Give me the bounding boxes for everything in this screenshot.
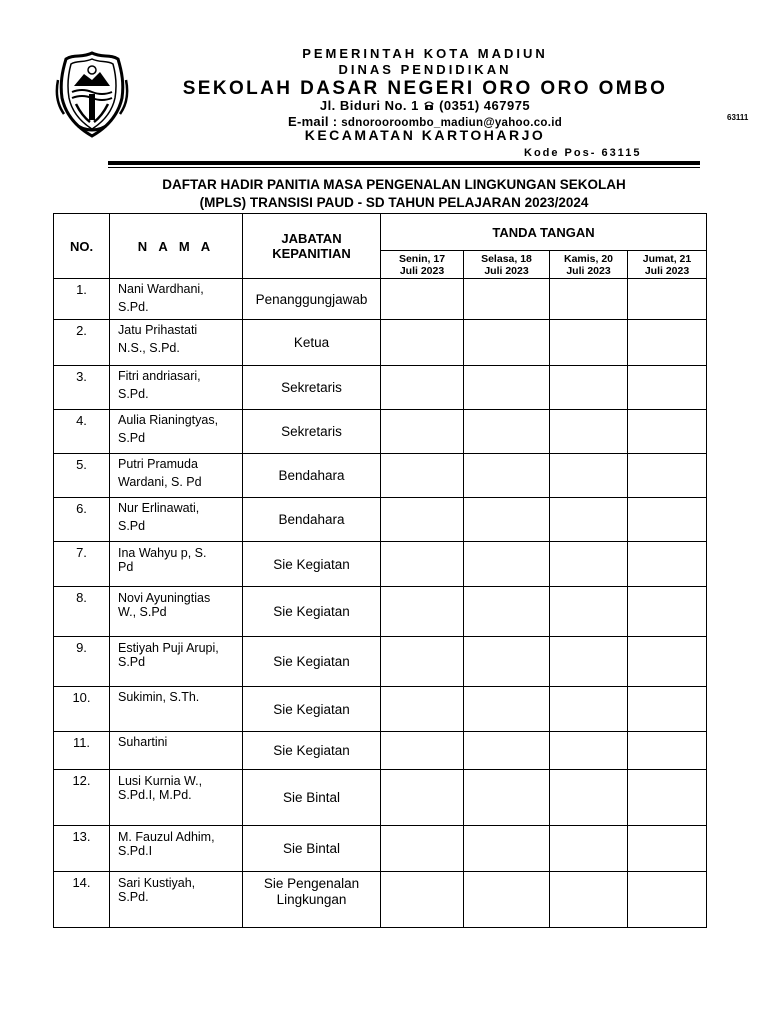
signature-cell <box>464 826 550 872</box>
row-number: 2. <box>54 320 110 366</box>
signature-cell <box>550 826 628 872</box>
address-text: Jl. Biduri No. 1 <box>319 98 423 113</box>
header-divider-thin <box>108 167 700 168</box>
header-jabatan-line1: JABATAN <box>281 231 342 246</box>
email-address: sdnorooroombo_madiun@yahoo.co.id <box>341 117 563 129</box>
member-name-line: S.Pd <box>118 431 146 445</box>
row-number: 4. <box>54 410 110 454</box>
member-name <box>110 320 243 366</box>
signature-cell <box>464 498 550 542</box>
phone-icon <box>423 100 435 111</box>
member-name-line: S.Pd <box>118 519 146 533</box>
header-tanda-tangan: TANDA TANGAN <box>381 214 707 251</box>
member-position-line: Sie Kegiatan <box>273 701 350 717</box>
signature-cell <box>381 637 464 687</box>
member-name <box>110 279 243 320</box>
member-name-line: S.Pd. <box>118 890 149 904</box>
row-number: 7. <box>54 542 110 587</box>
member-name-line: Nur Erlinawati, <box>118 501 200 515</box>
row-number: 11. <box>54 732 110 770</box>
signature-cell <box>464 872 550 928</box>
member-position <box>243 454 381 498</box>
signature-cell <box>628 826 707 872</box>
signature-cell <box>628 770 707 826</box>
member-name <box>110 498 243 542</box>
signature-cell <box>464 770 550 826</box>
school-name: SEKOLAH DASAR NEGERI ORO ORO OMBO <box>182 78 668 99</box>
table-row <box>54 542 707 587</box>
signature-cell <box>550 872 628 928</box>
signature-cell <box>381 872 464 928</box>
member-position-line: Sie Kegiatan <box>273 604 350 619</box>
header-jabatan-line2: KEPANITIAN <box>272 246 351 261</box>
signature-cell <box>550 637 628 687</box>
header-day-2 <box>464 251 550 279</box>
table-row <box>54 454 707 498</box>
member-position <box>243 279 381 320</box>
member-position <box>243 637 381 687</box>
member-name-line: Suhartini <box>118 735 168 749</box>
signature-cell <box>628 410 707 454</box>
signature-cell <box>550 732 628 770</box>
table-row <box>54 637 707 687</box>
signature-cell <box>628 637 707 687</box>
member-name-line: S.Pd.I <box>118 844 153 858</box>
table-row <box>54 770 707 826</box>
member-position <box>243 410 381 454</box>
member-name-line: S.Pd. <box>118 300 149 314</box>
signature-cell <box>550 320 628 366</box>
document-title-line1: DAFTAR HADIR PANITIA MASA PENGENALAN LINGKUNGAN SEKOLAH <box>162 177 626 192</box>
signature-cell <box>464 454 550 498</box>
member-name-line: S.Pd <box>118 655 146 669</box>
phone-number: (0351) 467975 <box>434 98 531 113</box>
postal-code: Kode Pos- 63115 <box>524 147 642 159</box>
signature-cell <box>550 498 628 542</box>
member-position-line: Penanggungjawab <box>255 291 368 307</box>
signature-cell <box>628 320 707 366</box>
signature-cell <box>381 366 464 410</box>
signature-cell <box>550 366 628 410</box>
table-row <box>54 687 707 732</box>
row-number: 10. <box>54 687 110 732</box>
header-day-3 <box>550 251 628 279</box>
side-postal-code: 63111 <box>727 113 749 122</box>
day-name: Jumat, 21 <box>642 252 692 265</box>
member-position-line: Sekretaris <box>281 380 342 395</box>
header-day-4 <box>628 251 707 279</box>
signature-cell <box>628 687 707 732</box>
member-name-line: S.Pd.I, M.Pd. <box>118 788 192 802</box>
member-position <box>243 587 381 637</box>
day-month: Juli 2023 <box>484 264 529 277</box>
member-position <box>243 770 381 826</box>
signature-cell <box>464 542 550 587</box>
member-name-line: Nani Wardhani, <box>118 282 204 296</box>
member-position <box>243 320 381 366</box>
signature-cell <box>628 872 707 928</box>
row-number: 9. <box>54 637 110 687</box>
header-nama: N A M A <box>110 214 243 279</box>
government-name: PEMERINTAH KOTA MADIUN <box>302 46 548 61</box>
row-number: 3. <box>54 366 110 410</box>
day-month: Juli 2023 <box>399 264 445 277</box>
member-position-line: Bendahara <box>278 512 345 527</box>
member-name-line: Sari Kustiyah, <box>118 876 196 890</box>
signature-cell <box>628 542 707 587</box>
signature-cell <box>381 279 464 320</box>
member-name-line: Lusi Kurnia W., <box>118 774 203 788</box>
row-number: 5. <box>54 454 110 498</box>
attendance-table <box>53 213 707 928</box>
district-name: KECAMATAN KARTOHARJO <box>304 127 546 143</box>
member-position-line: Sekretaris <box>281 424 342 439</box>
signature-cell <box>464 687 550 732</box>
member-position <box>243 366 381 410</box>
member-name-line: Ina Wahyu p, S. <box>118 546 207 560</box>
table-row <box>54 872 707 928</box>
table-row <box>54 826 707 872</box>
member-position-line: Ketua <box>293 335 330 350</box>
member-name-line: Sukimin, S.Th. <box>118 690 200 704</box>
member-position <box>243 687 381 732</box>
table-row <box>54 279 707 320</box>
header-jabatan <box>243 214 381 279</box>
member-position-line: Sie Bintal <box>282 790 341 805</box>
signature-cell <box>464 732 550 770</box>
member-name-line: N.S., S.Pd. <box>118 341 180 355</box>
member-name <box>110 542 243 587</box>
member-name <box>110 366 243 410</box>
signature-cell <box>381 826 464 872</box>
member-name <box>110 826 243 872</box>
table-row <box>54 732 707 770</box>
member-position-line: Sie Kegiatan <box>273 556 350 572</box>
signature-cell <box>464 320 550 366</box>
member-name <box>110 732 243 770</box>
row-number: 6. <box>54 498 110 542</box>
document-title-line2: (MPLS) TRANSISI PAUD - SD TAHUN PELAJARAN 2023/2024 <box>199 195 589 210</box>
signature-cell <box>628 279 707 320</box>
signature-cell <box>381 542 464 587</box>
member-name <box>110 454 243 498</box>
table-row <box>54 410 707 454</box>
member-position-line: Bendahara <box>278 468 345 483</box>
member-name-line: S.Pd. <box>118 387 149 401</box>
member-position <box>243 498 381 542</box>
day-name: Senin, 17 <box>398 252 446 265</box>
signature-cell <box>381 410 464 454</box>
member-name-line: Aulia Rianingtyas, <box>118 413 219 427</box>
member-name-line: Jatu Prihastati <box>118 323 198 337</box>
member-position-line: Sie Kegiatan <box>273 654 350 669</box>
signature-cell <box>381 732 464 770</box>
signature-cell <box>550 687 628 732</box>
header-no: NO. <box>54 214 110 279</box>
member-name-line: Putri Pramuda <box>118 457 198 471</box>
member-position-line: Lingkungan <box>276 892 347 907</box>
signature-cell <box>550 279 628 320</box>
day-name: Selasa, 18 <box>481 252 532 265</box>
signature-cell <box>381 454 464 498</box>
row-number: 14. <box>54 872 110 928</box>
member-position <box>243 732 381 770</box>
signature-cell <box>381 770 464 826</box>
signature-cell <box>464 366 550 410</box>
signature-cell <box>550 770 628 826</box>
row-number: 8. <box>54 587 110 637</box>
member-name <box>110 770 243 826</box>
email-label: E-mail : <box>287 114 342 129</box>
signature-cell <box>381 320 464 366</box>
signature-cell <box>628 587 707 637</box>
member-position-line: Sie Pengenalan <box>263 876 360 891</box>
signature-cell <box>381 687 464 732</box>
table-row <box>54 498 707 542</box>
city-emblem-logo <box>52 50 132 140</box>
signature-cell <box>381 587 464 637</box>
signature-cell <box>550 542 628 587</box>
signature-cell <box>381 498 464 542</box>
header-divider-thick <box>108 161 700 165</box>
school-address <box>140 98 710 113</box>
member-position-line: Sie Kegiatan <box>273 743 350 758</box>
member-name <box>110 410 243 454</box>
signature-cell <box>464 279 550 320</box>
member-position <box>243 826 381 872</box>
department-name: DINAS PENDIDIKAN <box>338 62 512 77</box>
member-name-line: Estiyah Puji Arupi, <box>118 641 219 655</box>
day-month: Juli 2023 <box>566 264 611 277</box>
row-number: 13. <box>54 826 110 872</box>
signature-cell <box>628 366 707 410</box>
row-number: 12. <box>54 770 110 826</box>
member-position <box>243 542 381 587</box>
row-number: 1. <box>54 279 110 320</box>
member-name <box>110 872 243 928</box>
signature-cell <box>464 637 550 687</box>
member-name-line: Novi Ayuningtias <box>118 591 211 605</box>
member-name-line: Wardani, S. Pd <box>118 475 202 489</box>
signature-cell <box>550 454 628 498</box>
header-day-1 <box>381 251 464 279</box>
signature-cell <box>628 454 707 498</box>
day-month: Juli 2023 <box>644 264 690 277</box>
member-position-line: Sie Bintal <box>282 841 341 856</box>
member-name-line: Pd <box>118 560 134 574</box>
signature-cell <box>550 587 628 637</box>
member-name <box>110 587 243 637</box>
signature-cell <box>464 410 550 454</box>
member-name <box>110 637 243 687</box>
signature-cell <box>628 498 707 542</box>
member-position <box>243 872 381 928</box>
signature-cell <box>628 732 707 770</box>
signature-cell <box>550 410 628 454</box>
day-name: Kamis, 20 <box>563 252 614 265</box>
signature-cell <box>464 587 550 637</box>
member-name <box>110 687 243 732</box>
member-name-line: Fitri andriasari, <box>118 369 201 383</box>
table-row <box>54 587 707 637</box>
table-row <box>54 320 707 366</box>
table-row <box>54 366 707 410</box>
member-name-line: M. Fauzul Adhim, <box>118 830 215 844</box>
member-name-line: W., S.Pd <box>118 605 167 619</box>
